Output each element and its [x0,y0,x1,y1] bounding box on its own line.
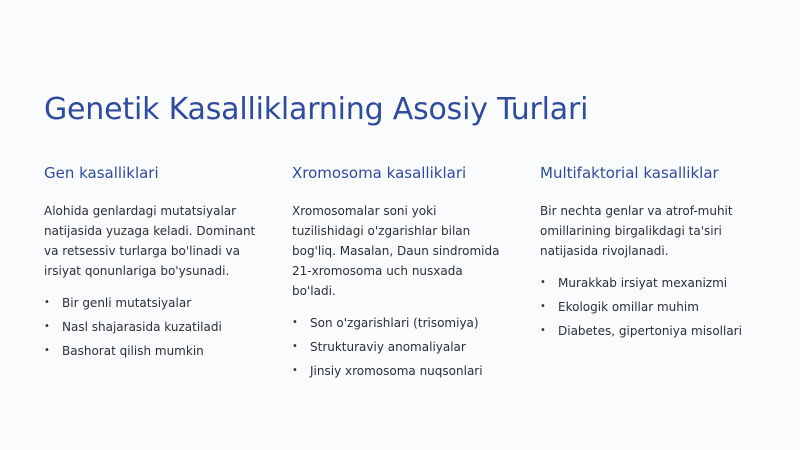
bullet-icon: • [292,317,298,328]
bullet-icon: • [540,277,546,288]
column-description: Alohida genlardagi mutatsiyalar natijasida yuzaga keladi. Dominant va retsessiv turlarga bo'linadi va irsiyat qonunlariga bo'ysunadi. [44,204,256,278]
bullet-text: Son o'zgarishlari (trisomiya) [310,316,479,330]
slide-title: Genetik Kasalliklarning Asosiy Turlari [44,92,589,127]
column-heading: Xromosoma kasalliklari [292,164,467,182]
column-heading: Multifaktorial kasalliklar [540,164,719,182]
bullet-text: Bir genli mutatsiyalar [62,296,192,310]
bullet-list [44,291,292,363]
bullet-text: Bashorat qilish mumkin [62,344,204,358]
bullet-text: Strukturaviy anomaliyalar [310,340,466,354]
bullet-text: Ekologik omillar muhim [558,300,699,314]
column-xromosoma-kasalliklari [292,163,540,383]
bullet-icon: • [540,325,546,336]
bullet-icon: • [540,301,546,312]
bullet-item [292,311,540,335]
column-description: Xromosomalar soni yoki tuzilishidagi o'zgarishlar bilan bog'liq. Masalan, Daun sindromida 21-xromosoma uch nusxada bo'ladi. [292,204,500,298]
bullet-list [292,311,540,383]
bullet-icon: • [44,345,50,356]
bullet-item [44,315,292,339]
bullet-item [292,335,540,359]
bullet-item [540,271,756,295]
bullet-icon: • [44,321,50,332]
bullet-icon: • [292,341,298,352]
bullet-list [540,271,756,343]
column-description: Bir nechta genlar va atrof-muhit omillarining birgalikdagi ta'siri natijasida rivojlanadi. [540,204,733,258]
bullet-icon: • [292,365,298,376]
columns [44,163,756,383]
bullet-item [44,339,292,363]
bullet-item [540,319,756,343]
bullet-text: Murakkab irsiyat mexanizmi [558,276,728,290]
bullet-item [292,359,540,383]
bullet-text: Diabetes, gipertoniya misollari [558,324,742,338]
bullet-text: Jinsiy xromosoma nuqsonlari [310,364,483,378]
column-gen-kasalliklari [44,163,292,383]
bullet-icon: • [44,297,50,308]
bullet-item [44,291,292,315]
column-heading: Gen kasalliklari [44,164,159,182]
bullet-text: Nasl shajarasida kuzatiladi [62,320,222,334]
bullet-item [540,295,756,319]
column-multifaktorial-kasalliklar [540,163,756,383]
